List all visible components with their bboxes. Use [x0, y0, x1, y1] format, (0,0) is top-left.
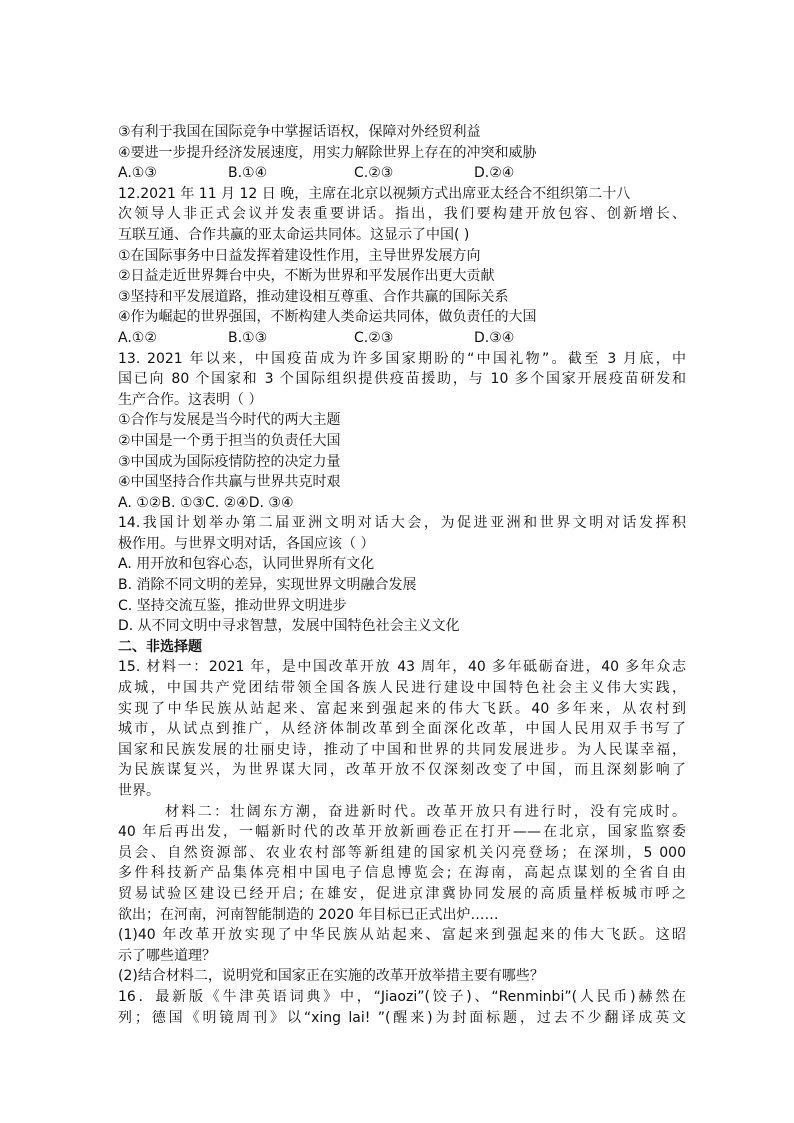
q15-question-2: (2)结合材料二，说明党和国家正在实施的改革开放举措主要有哪些？ [118, 968, 544, 985]
q14-option-b: B. 消除不同文明的差异，实现世界文明融合发展 [118, 577, 417, 594]
q12-item-4: ④作为崛起的世界强国，不断构建人类命运共同体，做负责任的大国 [118, 309, 537, 326]
q12-item-2: ②日益走近世界舞台中央，不断为世界和平发展作出更大贡献 [118, 268, 495, 285]
q11-options [118, 163, 686, 184]
q13-item-1: ①合作与发展是当今时代的两大主题 [118, 412, 341, 429]
q12-option-a: A.①② [118, 329, 157, 346]
q14-option-c: C. 坚持交流互鉴，推动世界文明进步 [118, 597, 347, 614]
q13-item-3: ③中国成为国际疫情防控的决定力量 [118, 453, 341, 470]
q15-material1-line-7: 世界。 [118, 783, 160, 799]
q14-option-a: A. 用开放和包容心态，认同世界所有文化 [118, 556, 375, 573]
q15-material1-line-4: 城市，从试点到推广，从经济体制改革到全面深化改革，中国人民用双手书写了 [118, 721, 686, 738]
q12-option-c: C.②③ [354, 329, 394, 346]
q13-stem-line-2: 国已向 80 个国家和 3 个国际组织提供疫苗援助，与 10 多个国家开展疫苗研发和 [118, 371, 686, 388]
exam-page [118, 122, 686, 1028]
q13-options: A. ①②B. ①③C. ②④D. ③④ [118, 494, 294, 511]
q13-item-4: ④中国坚持合作共赢与世界共克时艰 [118, 474, 341, 491]
q12-option-b: B.①③ [228, 329, 268, 346]
q15-material1-line-2: 成城，中国共产党团结带领全国各族人民进行建设中国特色社会主义伟大实践， [118, 680, 686, 697]
q12-item-3: ③坚持和平发展道路，推动建设相互尊重、合作共赢的国际关系 [118, 288, 509, 305]
q12-stem-line-1: 12.2021 年 11 月 12 日 晚，主席在北京以视频方式出席亚太经合不组织第二十八 [118, 185, 631, 202]
section-title: 二、非选择题 [118, 638, 202, 655]
q14-option-d: D. 从不同文明中寻求智慧，发展中国特色社会主义文化 [118, 618, 460, 635]
q15-question-1-line-1: (1)40 年改革开放实现了中华民族从站起来、富起来到强起来的伟大飞跃。这昭 [118, 927, 686, 944]
q15-material2-line-3: 员会、自然资源部、农业农村部等新组建的国家机关闪亮登场；在深圳，5 000 [118, 844, 686, 861]
q15-material1-line-5: 国家和民族发展的壮丽史诗，推动了中国和世界的共同发展进步。为人民谋幸福， [118, 741, 686, 758]
q11-item-4: ④要进一步提升经济发展速度，用实力解除世界上存在的冲突和威胁 [118, 144, 537, 161]
q13-item-2: ②中国是一个勇于担当的负责任大国 [118, 432, 341, 449]
q13-stem-line-3: 生产合作。这表明（ ） [118, 391, 263, 408]
q12-options [118, 328, 686, 349]
q15-material2-line-2: 40 年后再出发，一幅新时代的改革开放新画卷正在打开——在北京，国家监察委 [118, 824, 686, 841]
q15-material2-line-4: 多件科技新产品集体亮相中国电子信息博览会; 在海南，高起点谋划的全省自由 [118, 865, 686, 882]
q15-material1-line-1: 15. 材料一：2021 年，是中国改革开放 43 周年，40 多年砥砺奋进，40 多年众志 [118, 659, 686, 676]
q15-material1-line-3: 实现了中华民族从站起来、富起来到强起来的伟大飞跃。40 多年来，从农村到 [118, 700, 686, 717]
q15-material2-line-5: 贸易试验区建设已经开启; 在雄安，促进京津冀协同发展的高质量样板城市呼之 [118, 885, 686, 902]
q12-stem-line-2: 次领导人非正式会议并发表重要讲话。指出，我们要构建开放包容、创新增长、 [118, 206, 686, 223]
q15-material2-line-6: 欲出；在河南，河南智能制造的 2020 年目标已正式出炉…… [118, 906, 499, 923]
q11-option-b: B.①④ [228, 165, 268, 182]
q11-option-c: C.②③ [354, 165, 394, 182]
q14-stem-line-2: 极作用。与世界文明对话，各国应该（ ） [118, 535, 375, 552]
q11-option-d: D.②④ [474, 165, 515, 182]
q16-stem-line-1: 16．最新版《牛津英语词典》中，“Jiaozi”(饺子)、“Renminbi”(人民币)赫然在 [118, 988, 686, 1005]
q15-material1-line-6: 为民族谋复兴，为世界谋大同，改革开放不仅深刻改变了中国，而且深刻影响了 [118, 762, 686, 779]
q15-question-1-line-2: 示了哪些道理？ [118, 947, 216, 964]
q14-stem-line-1: 14.我国计划举办第二届亚洲文明对话大会，为促进亚洲和世界文明对话发挥积 [118, 515, 686, 532]
q11-option-a: A.①③ [118, 165, 157, 182]
q12-item-1: ①在国际事务中日益发挥着建设性作用，主导世界发展方向 [118, 247, 481, 264]
q16-stem-line-2: 列；德国《明镜周刊》以“xing lai! ”(醒来)为封面标题，过去不少翻译成英文 [118, 1009, 686, 1026]
q15-material2-line-1: 材料二：壮阔东方潮，奋进新时代。改革开放只有进行时，没有完成时。 [165, 803, 686, 820]
q11-item-3: ③有利于我国在国际竞争中掌握话语权，保障对外经贸利益 [118, 124, 481, 140]
q12-option-d: D.③④ [474, 329, 515, 346]
q12-stem-line-3: 互联互通、合作共赢的亚太命运共同体。这显示了中国( ) [118, 226, 470, 243]
q13-stem-line-1: 13. 2021 年以来，中国疫苗成为许多国家期盼的“中国礼物”。截至 3 月底，中 [118, 350, 686, 367]
